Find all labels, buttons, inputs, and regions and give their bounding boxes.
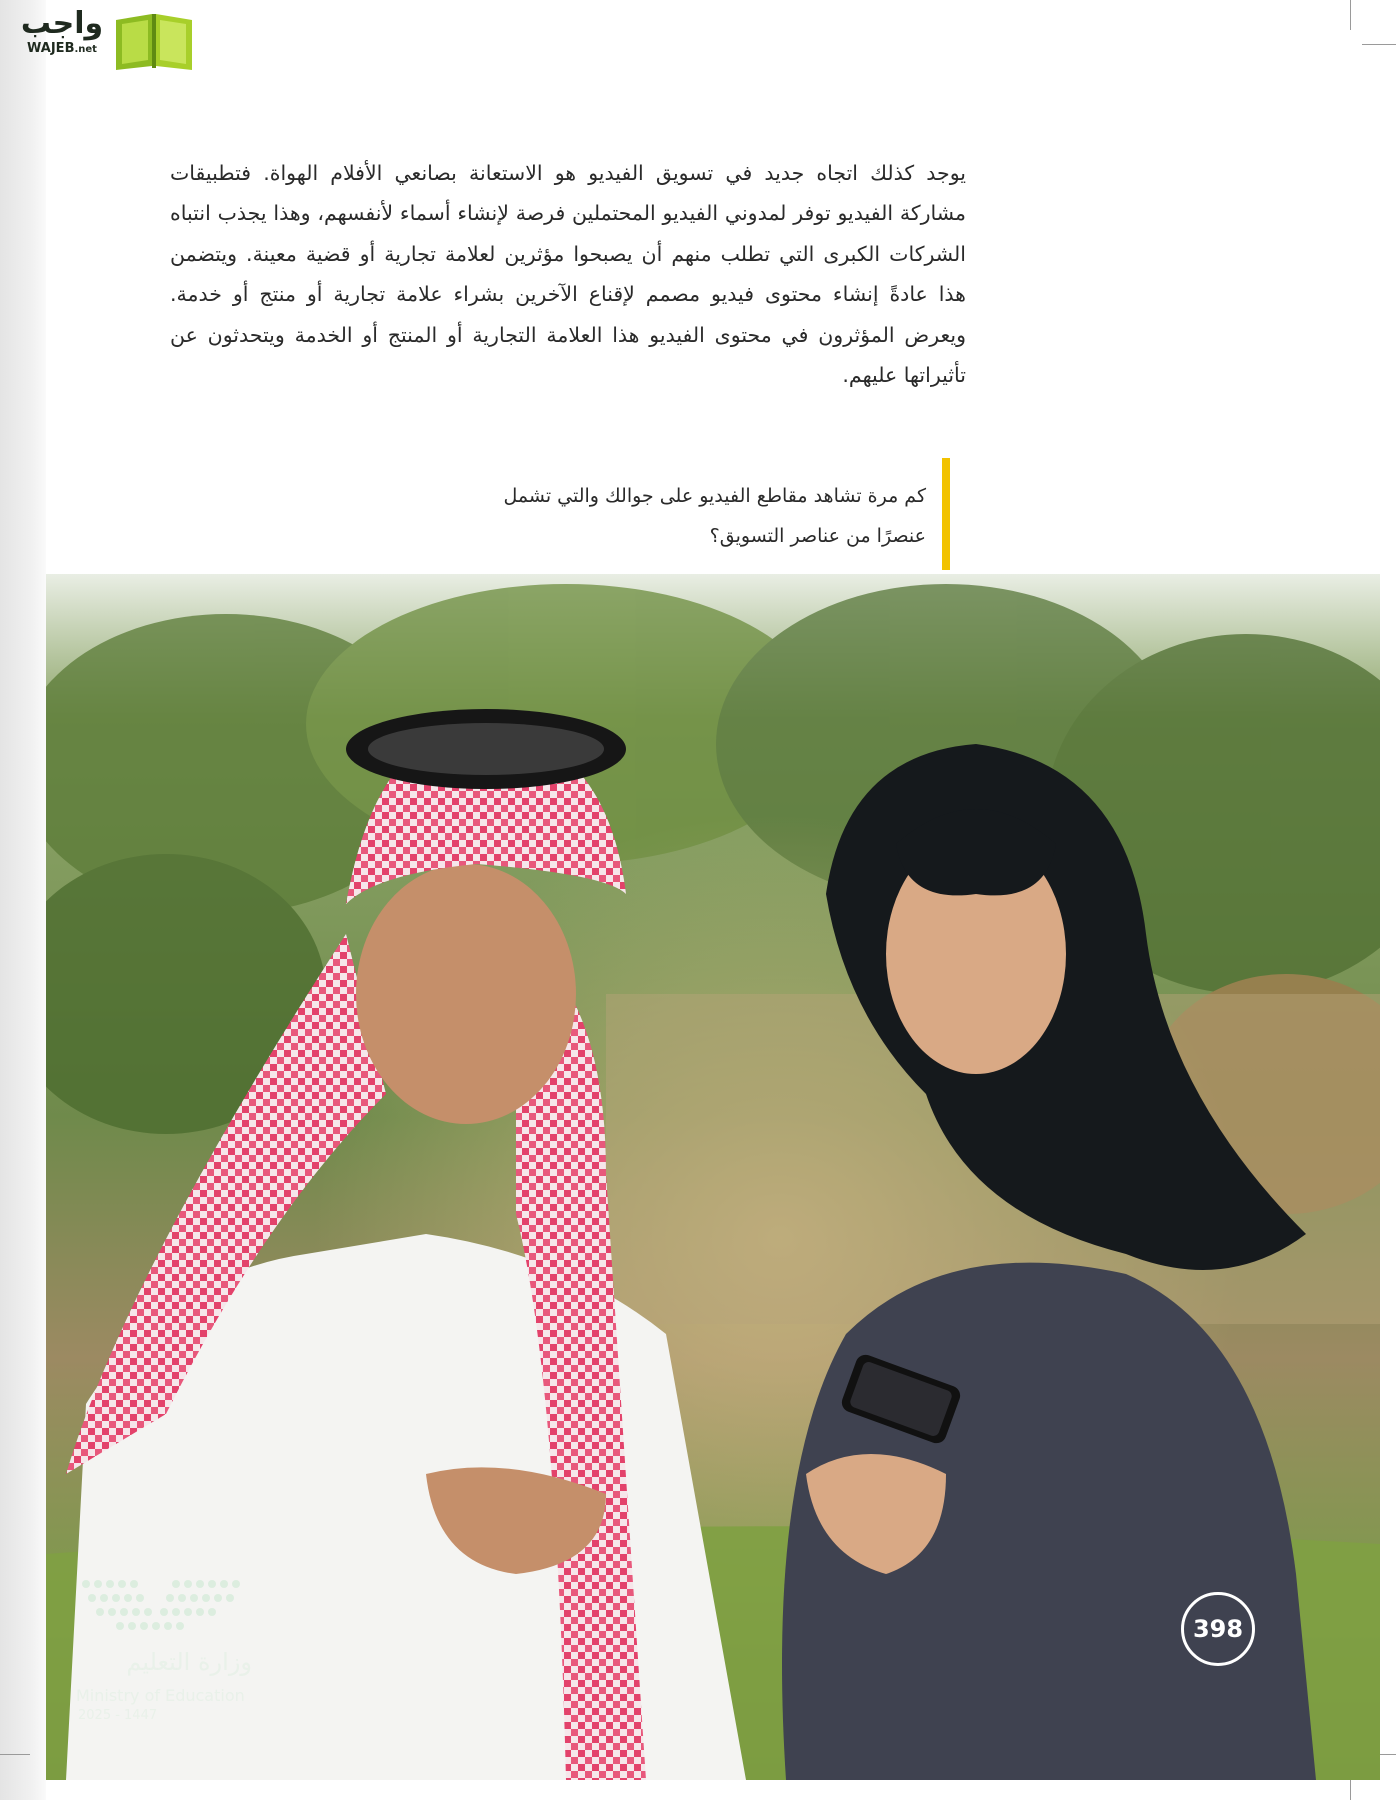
crop-mark-top (1350, 0, 1351, 30)
body-paragraph: يوجد كذلك اتجاه جديد في تسويق الفيديو هو الاستعانة بصانعي الأفلام الهواة. فتطبيقات مشاركة الفيديو توفر لمدوني الفيديو المحتملين فرصة لإنشاء أسماء لأنفسهم، وهذا يجذب انتباه الشركات الكبرى التي تطلب منهم أن يصبحوا مؤثرين لعلامة تجارية أو قضية معينة. ويتضمن هذا عادةً إنشاء محتوى فيديو مصمم لإقناع الآخرين بشراء علامة تجارية أو منتج أو خدمة. ويعرض المؤثرون في محتوى الفيديو هذا العلامة التجارية أو المنتج أو الخدمة ويتحدثون عن تأثيراتها عليهم. (170, 160, 966, 387)
wajeb-logo[interactable] (8, 6, 190, 68)
callout-line-2: عنصرًا من عناصر التسويق؟ (709, 525, 926, 547)
question-callout (440, 458, 950, 570)
ministry-logo (70, 1572, 270, 1732)
crop-mark-top-h (1362, 44, 1396, 45)
ministry-arabic: وزارة التعليم (126, 1648, 252, 1676)
callout-accent-bar (942, 458, 950, 570)
logo-arabic: واجب (20, 6, 104, 41)
left-page-edge (0, 0, 46, 1800)
page-number: 398 (1181, 1592, 1255, 1666)
callout-line-1: كم مرة تشاهد مقاطع الفيديو على جوالك والتي تشمل (503, 485, 926, 507)
callout-text (446, 476, 926, 556)
crop-mark-left-bottom (0, 1754, 30, 1755)
ministry-year: 2025 - 1447 (78, 1708, 158, 1723)
logo-text (14, 6, 110, 57)
book-icon (112, 10, 196, 72)
logo-latin: WAJEB.net (27, 41, 97, 56)
ministry-dots-icon (76, 1572, 246, 1642)
ministry-english: Ministry of Education (76, 1686, 245, 1705)
